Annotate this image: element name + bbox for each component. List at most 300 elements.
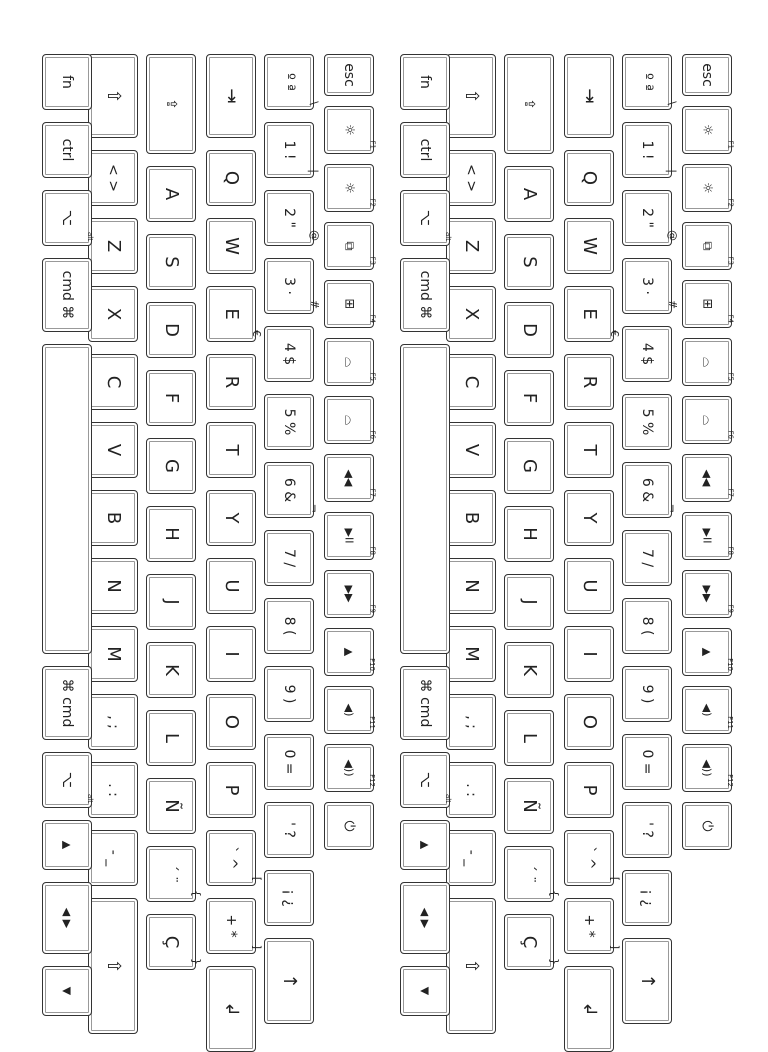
key-label: ☼ <box>341 124 357 136</box>
key-asdf-row-5[interactable] <box>146 438 196 494</box>
key-fn-row-6[interactable] <box>682 396 732 444</box>
key-number-row-8[interactable] <box>264 598 314 654</box>
key-number-row-12[interactable] <box>264 870 314 926</box>
key-qwerty-row-1[interactable] <box>206 150 256 206</box>
column-fn-row <box>680 54 736 976</box>
key-sublabel: F2 <box>368 198 376 207</box>
key-label: < > <box>463 164 479 192</box>
key-label: fn <box>417 75 433 89</box>
key-fn-row-2[interactable] <box>682 164 732 212</box>
key-label: R <box>579 375 600 389</box>
key-number-row-11[interactable] <box>622 802 672 858</box>
key-bottom-row-5[interactable] <box>400 666 450 740</box>
key-label: ⌥ <box>59 771 75 789</box>
key-sublabel: } <box>548 958 561 965</box>
key-label: E <box>579 308 600 320</box>
key-sublabel: F11 <box>726 716 734 729</box>
key-qwerty-row-5[interactable] <box>564 422 614 478</box>
key-label: ▶II <box>342 528 356 544</box>
key-sublabel: ¬ <box>308 503 321 513</box>
key-sublabel: F10 <box>726 658 734 671</box>
key-number-row-9[interactable] <box>264 666 314 722</box>
key-bottom-row-4[interactable] <box>400 344 450 654</box>
key-label: ⇧ <box>103 958 124 974</box>
keyboard-left <box>40 54 378 1017</box>
key-label: S <box>519 256 540 268</box>
key-label: M <box>103 646 124 662</box>
key-label: ⌓ <box>699 414 715 426</box>
key-qwerty-row-6[interactable] <box>206 490 256 546</box>
key-bottom-row-3[interactable] <box>400 258 450 332</box>
key-label: 7 / <box>639 548 655 568</box>
key-sublabel: @ <box>308 230 321 241</box>
key-label: P <box>579 784 600 796</box>
key-label: Ñ <box>519 799 540 813</box>
key-label: ' ? <box>281 822 297 838</box>
keyboard-right <box>398 54 736 1017</box>
key-label: ⊞ <box>699 298 715 310</box>
key-bottom-row-6[interactable] <box>42 752 92 808</box>
key-qwerty-row-3[interactable] <box>206 286 263 342</box>
key-asdf-row-12[interactable] <box>146 914 203 970</box>
key-number-row-9[interactable] <box>622 666 672 722</box>
key-qwerty-row-9[interactable] <box>206 694 256 750</box>
key-label: ☼ <box>699 182 715 194</box>
key-label: ◀) <box>700 703 714 717</box>
key-label: ` ^ <box>223 846 239 870</box>
key-label: W <box>221 237 242 255</box>
key-qwerty-row-6[interactable] <box>564 490 614 546</box>
key-number-row-7[interactable] <box>622 530 672 586</box>
key-label: Y <box>221 512 242 524</box>
key-fn-row-2[interactable] <box>324 164 374 212</box>
key-sublabel: | <box>666 169 679 173</box>
key-label: ◀) <box>342 703 356 717</box>
key-label: H <box>161 527 182 541</box>
key-asdf-row-3[interactable] <box>146 302 196 358</box>
key-number-row-1[interactable] <box>264 122 321 178</box>
key-label: . : <box>463 783 479 797</box>
key-label: ⇪ <box>521 98 537 110</box>
key-label: Z <box>461 239 482 253</box>
key-qwerty-row-8[interactable] <box>206 626 256 682</box>
key-qwerty-row-0[interactable] <box>564 54 614 138</box>
key-number-row-4[interactable] <box>622 326 672 382</box>
key-label: ◀)) <box>342 759 356 777</box>
key-qwerty-row-2[interactable] <box>206 218 256 274</box>
key-sublabel: } <box>190 958 203 965</box>
key-number-row-2[interactable] <box>264 190 321 246</box>
key-fn-row-8[interactable] <box>324 512 374 560</box>
key-label: P <box>221 784 242 796</box>
key-bottom-row-4[interactable] <box>42 344 92 654</box>
key-fn-row-7[interactable] <box>682 454 732 502</box>
key-label: L <box>519 732 540 744</box>
key-number-row-3[interactable] <box>264 258 321 314</box>
key-number-row-0[interactable] <box>264 54 321 110</box>
key-qwerty-row-8[interactable] <box>564 626 614 682</box>
key-fn-row-8[interactable] <box>682 512 732 560</box>
key-qwerty-row-4[interactable] <box>564 354 614 410</box>
column-asdf-row <box>144 54 203 976</box>
key-asdf-row-2[interactable] <box>504 234 554 290</box>
key-qwerty-row-9[interactable] <box>564 694 614 750</box>
key-qwerty-row-12[interactable] <box>206 898 263 954</box>
key-sublabel: F6 <box>726 430 734 439</box>
key-label: Q <box>221 170 242 186</box>
key-label: A <box>161 187 182 201</box>
key-label: esc <box>341 63 357 87</box>
key-sublabel: F5 <box>368 372 376 381</box>
key-sublabel: alt <box>444 794 452 803</box>
key-qwerty-row-13[interactable] <box>564 966 614 1052</box>
key-fn-row-1[interactable] <box>324 106 374 154</box>
key-fn-row-0[interactable] <box>324 54 374 96</box>
key-label: ⏻ <box>699 820 715 832</box>
key-label: 9 ) <box>281 684 297 704</box>
key-label: G <box>161 459 182 473</box>
key-label: ▲ <box>700 647 714 657</box>
key-asdf-row-4[interactable] <box>146 370 196 426</box>
key-label: C <box>461 375 482 389</box>
key-label: E <box>221 308 242 320</box>
key-label: 3 · <box>281 277 297 295</box>
key-label: Q <box>579 170 600 186</box>
key-bottom-row-2[interactable] <box>42 190 92 246</box>
key-asdf-row-12[interactable] <box>504 914 561 970</box>
key-bottom-row-5[interactable] <box>42 666 92 740</box>
key-qwerty-row-11[interactable] <box>206 830 263 886</box>
key-label: º ª <box>281 73 297 91</box>
key-sublabel: F1 <box>726 140 734 149</box>
key-number-row-7[interactable] <box>264 530 314 586</box>
key-label: ▶II <box>700 528 714 544</box>
column-qwerty-row <box>204 54 263 1017</box>
key-asdf-row-10[interactable] <box>504 778 554 834</box>
key-sublabel: F4 <box>368 314 376 323</box>
key-number-row-3[interactable] <box>622 258 679 314</box>
key-bottom-row-7[interactable] <box>400 820 450 870</box>
key-label: U <box>579 579 600 593</box>
key-label: ctrl <box>59 138 75 162</box>
key-fn-row-3[interactable] <box>324 222 374 270</box>
key-label: 2 " <box>639 208 655 228</box>
key-label: ' ? <box>639 822 655 838</box>
key-asdf-row-1[interactable] <box>146 166 196 222</box>
key-sublabel: { <box>548 890 561 897</box>
key-sublabel: F9 <box>726 604 734 613</box>
key-label: X <box>103 307 124 321</box>
key-label: Z <box>103 239 124 253</box>
key-label: ◀ ▶ <box>418 907 432 929</box>
key-sublabel: \ <box>308 101 321 105</box>
key-bottom-row-1[interactable] <box>400 122 450 178</box>
key-label: 2 " <box>281 208 297 228</box>
key-number-row-8[interactable] <box>622 598 672 654</box>
key-sublabel: ¬ <box>666 503 679 513</box>
key-fn-row-13[interactable] <box>324 802 374 850</box>
key-qwerty-row-7[interactable] <box>206 558 256 614</box>
key-sublabel: ] <box>250 944 263 949</box>
key-qwerty-row-0[interactable] <box>206 54 256 138</box>
key-label: ⌥ <box>59 209 75 227</box>
key-asdf-row-6[interactable] <box>146 506 196 562</box>
key-fn-row-4[interactable] <box>324 280 374 328</box>
key-label: ⌘ cmd <box>417 678 433 728</box>
key-bottom-row-2[interactable] <box>400 190 450 246</box>
key-number-row-12[interactable] <box>622 870 672 926</box>
key-number-row-10[interactable] <box>264 734 314 790</box>
key-label: + * <box>581 914 597 938</box>
key-label: K <box>519 664 540 676</box>
key-label: 4 $ <box>639 342 655 366</box>
key-fn-row-11[interactable] <box>682 686 732 734</box>
key-label: ` ^ <box>581 846 597 870</box>
key-label: ↲ <box>221 1001 242 1017</box>
key-label: ↑ <box>637 973 658 989</box>
key-label: ⌓ <box>341 356 357 368</box>
key-number-row-4[interactable] <box>264 326 314 382</box>
key-label: ▶▶ <box>700 585 714 603</box>
key-sublabel: F2 <box>726 198 734 207</box>
key-asdf-row-1[interactable] <box>504 166 554 222</box>
key-qwerty-row-12[interactable] <box>564 898 621 954</box>
key-label: ⇧ <box>103 88 124 104</box>
key-label: J <box>161 599 182 605</box>
key-label: Y <box>579 512 600 524</box>
key-asdf-row-7[interactable] <box>504 574 554 630</box>
key-fn-row-9[interactable] <box>682 570 732 618</box>
key-bottom-row-0[interactable] <box>400 54 450 110</box>
key-label: ⧉ <box>699 241 715 251</box>
key-asdf-row-8[interactable] <box>504 642 554 698</box>
key-qwerty-row-11[interactable] <box>564 830 621 886</box>
key-sublabel: F3 <box>368 256 376 265</box>
key-label: - _ <box>105 849 121 867</box>
key-fn-row-0[interactable] <box>682 54 732 96</box>
key-number-row-13[interactable] <box>264 938 314 1024</box>
key-qwerty-row-13[interactable] <box>206 966 256 1052</box>
key-label: 0 = <box>639 749 655 775</box>
key-label: 5 % <box>639 408 655 436</box>
key-label: fn <box>59 75 75 89</box>
key-label: 5 % <box>281 408 297 436</box>
key-label: ⇥ <box>221 88 242 104</box>
key-label: 7 / <box>281 548 297 568</box>
key-label: ctrl <box>417 138 433 162</box>
key-asdf-row-6[interactable] <box>504 506 554 562</box>
key-label: ⏻ <box>341 820 357 832</box>
key-qwerty-row-10[interactable] <box>564 762 614 818</box>
key-label: 3 · <box>639 277 655 295</box>
key-sublabel: F10 <box>368 658 376 671</box>
key-qwerty-row-3[interactable] <box>564 286 621 342</box>
key-fn-row-12[interactable] <box>324 744 374 792</box>
key-label: ▲ <box>342 647 356 657</box>
key-bottom-row-1[interactable] <box>42 122 92 178</box>
key-label: < > <box>105 164 121 192</box>
key-fn-row-11[interactable] <box>324 686 374 734</box>
key-bottom-row-8[interactable] <box>42 882 92 954</box>
key-label: K <box>161 664 182 676</box>
key-sublabel: alt <box>444 232 452 241</box>
key-fn-row-13[interactable] <box>682 802 732 850</box>
key-asdf-row-9[interactable] <box>146 710 196 766</box>
key-qwerty-row-7[interactable] <box>564 558 614 614</box>
key-label: 8 ( <box>281 616 297 636</box>
key-asdf-row-0[interactable] <box>504 54 554 154</box>
key-label: ⌓ <box>699 356 715 368</box>
key-fn-row-4[interactable] <box>682 280 732 328</box>
key-number-row-1[interactable] <box>622 122 679 178</box>
key-asdf-row-7[interactable] <box>146 574 196 630</box>
key-sublabel: @ <box>666 230 679 241</box>
key-number-row-6[interactable] <box>622 462 679 518</box>
key-label: W <box>579 237 600 255</box>
key-number-row-2[interactable] <box>622 190 679 246</box>
key-sublabel: F7 <box>368 488 376 497</box>
key-bottom-row-8[interactable] <box>400 882 450 954</box>
key-bottom-row-0[interactable] <box>42 54 92 110</box>
key-asdf-row-5[interactable] <box>504 438 554 494</box>
key-fn-row-10[interactable] <box>324 628 374 676</box>
key-asdf-row-0[interactable] <box>146 54 196 154</box>
key-asdf-row-2[interactable] <box>146 234 196 290</box>
key-sublabel: [ <box>608 876 621 881</box>
key-label: H <box>519 527 540 541</box>
key-fn-row-10[interactable] <box>682 628 732 676</box>
key-label: ▼ <box>418 986 432 996</box>
key-fn-row-12[interactable] <box>682 744 732 792</box>
key-fn-row-6[interactable] <box>324 396 374 444</box>
key-label: ⌘ cmd <box>59 678 75 728</box>
key-label: O <box>579 714 600 730</box>
key-sublabel: { <box>190 890 203 897</box>
key-sublabel: F9 <box>368 604 376 613</box>
key-label: F <box>519 392 540 404</box>
key-label: ⊞ <box>341 298 357 310</box>
key-qwerty-row-5[interactable] <box>206 422 256 478</box>
key-label: ☼ <box>341 182 357 194</box>
key-label: N <box>103 579 124 593</box>
key-label: B <box>461 511 482 525</box>
key-label: ☼ <box>699 124 715 136</box>
column-bottom-row <box>40 54 96 996</box>
key-label: O <box>221 714 242 730</box>
key-bottom-row-7[interactable] <box>42 820 92 870</box>
key-number-row-5[interactable] <box>622 394 672 450</box>
key-fn-row-9[interactable] <box>324 570 374 618</box>
key-sublabel: F12 <box>368 774 376 787</box>
key-bottom-row-3[interactable] <box>42 258 92 332</box>
key-bottom-row-9[interactable] <box>42 966 92 1016</box>
key-asdf-row-10[interactable] <box>146 778 196 834</box>
key-label: cmd ⌘ <box>417 270 433 320</box>
key-label: ¡ ¿ <box>639 889 655 907</box>
key-number-row-13[interactable] <box>622 938 672 1024</box>
key-label: 4 $ <box>281 342 297 366</box>
key-fn-row-1[interactable] <box>682 106 732 154</box>
key-label: ▲ <box>418 840 432 850</box>
key-label: ´ ¨ <box>521 864 537 884</box>
key-label: 6 & <box>281 477 297 503</box>
key-label: 8 ( <box>639 616 655 636</box>
key-sublabel: \ <box>666 101 679 105</box>
key-number-row-0[interactable] <box>622 54 679 110</box>
key-sublabel: € <box>250 330 263 337</box>
key-qwerty-row-1[interactable] <box>564 150 614 206</box>
key-sublabel: # <box>308 299 321 309</box>
key-asdf-row-11[interactable] <box>146 846 203 902</box>
key-sublabel: F5 <box>726 372 734 381</box>
key-label: 6 & <box>639 477 655 503</box>
key-label: ▶▶ <box>342 585 356 603</box>
key-asdf-row-9[interactable] <box>504 710 554 766</box>
key-label: ▼ <box>60 986 74 996</box>
key-label: R <box>221 375 242 389</box>
key-sublabel: F8 <box>368 546 376 555</box>
key-number-row-11[interactable] <box>264 802 314 858</box>
key-asdf-row-11[interactable] <box>504 846 561 902</box>
key-qwerty-row-4[interactable] <box>206 354 256 410</box>
key-label: ↲ <box>579 1001 600 1017</box>
key-label: ´ ¨ <box>163 864 179 884</box>
key-qwerty-row-10[interactable] <box>206 762 256 818</box>
key-label: T <box>579 444 600 456</box>
key-label: Ñ <box>161 799 182 813</box>
key-qwerty-row-2[interactable] <box>564 218 614 274</box>
key-number-row-6[interactable] <box>264 462 321 518</box>
key-fn-row-3[interactable] <box>682 222 732 270</box>
column-fn-row <box>322 54 378 976</box>
key-label: ⇪ <box>163 98 179 110</box>
key-sublabel: | <box>308 169 321 173</box>
key-label: ⌥ <box>417 771 433 789</box>
key-label: - _ <box>463 849 479 867</box>
key-label: I <box>579 651 600 657</box>
key-number-row-10[interactable] <box>622 734 672 790</box>
key-sublabel: F3 <box>726 256 734 265</box>
key-label: V <box>103 443 124 457</box>
key-fn-row-5[interactable] <box>324 338 374 386</box>
key-asdf-row-4[interactable] <box>504 370 554 426</box>
key-label: ⇧ <box>461 88 482 104</box>
key-bottom-row-6[interactable] <box>400 752 450 808</box>
key-label: º ª <box>639 73 655 91</box>
key-label: 1 ! <box>639 140 655 160</box>
key-label: A <box>519 187 540 201</box>
key-label: ◀)) <box>700 759 714 777</box>
key-asdf-row-3[interactable] <box>504 302 554 358</box>
key-label: cmd ⌘ <box>59 270 75 320</box>
key-label: G <box>519 459 540 473</box>
key-number-row-5[interactable] <box>264 394 314 450</box>
key-label: ⇥ <box>579 88 600 104</box>
key-bottom-row-9[interactable] <box>400 966 450 1016</box>
key-fn-row-5[interactable] <box>682 338 732 386</box>
key-sublabel: F12 <box>726 774 734 787</box>
key-asdf-row-8[interactable] <box>146 642 196 698</box>
column-asdf-row <box>502 54 561 976</box>
key-sublabel: alt <box>86 794 94 803</box>
key-fn-row-7[interactable] <box>324 454 374 502</box>
key-label: ◀◀ <box>700 469 714 487</box>
key-label: ⌓ <box>341 414 357 426</box>
key-label: , ; <box>463 715 479 729</box>
key-label: X <box>461 307 482 321</box>
key-label: ⇧ <box>461 958 482 974</box>
key-label: esc <box>699 63 715 87</box>
